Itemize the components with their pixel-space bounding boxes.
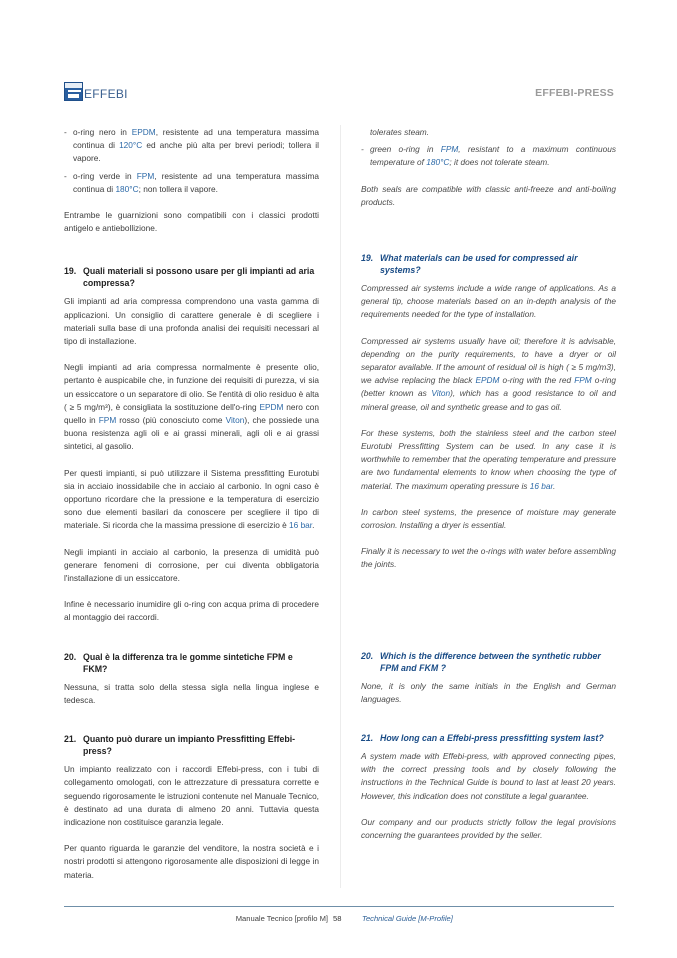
bullet-fpm-en: - green o-ring in FPM, resistant to a maximum continuous temperature of 180°C; it does not tolerate steam. [361, 144, 617, 168]
q19-en-paragraph-3: For these systems, both the stainless steel and the carbon steel Eurotubi Pressfitting System can be used. In any case it is worthwhile to remember that the operating temperature and pressure are two fundamental elements to know when choosing the type of material. The maximum operating pressure is 16 bar. [361, 427, 616, 491]
bullet-fpm: - o-ring verde in FPM, resistente ad una temperatura massima continua di 180°C; non tollera il vapore. [64, 170, 319, 194]
q19-en-paragraph-2: Compressed air systems usually have oil; therefore it is advisable, depending on the purity requirements, to have a dryer or oil separator available. If the amount of residual oil is high ( ≥ 5 mg/m3), we advise replacing the black EPDM o-ring with the red FPM o-ring (better known as Viton), which has a good resistance to oil and mineral grease, oil and synthetic grease and to gas oil. [361, 335, 616, 412]
column-divider [340, 125, 341, 888]
compat-paragraph-en: Both seals are compatible with classic anti-freeze and anti-boiling products. [361, 183, 616, 207]
footer-title-it: Manuale Tecnico [profilo M] [235, 914, 328, 923]
footer-rule [64, 906, 614, 907]
q19-paragraph-2: Negli impianti ad aria compressa normalmente è presente olio, pertanto è auspicabile che, in funzione dei requisiti di purezza, vi sia un essiccatore o un separatore di olio. Se l'entità di olio residuo è alta ( ≥ 5 mg/m³), è consigliata la sostituzione dell'o-ring EPDM nero con quello in FPM rosso (più conosciuto come Viton), che possiede una buona resistenza agli oli e ai grassi minerali, agli oli e ai grassi sintetici, al gasolio. [64, 362, 319, 452]
brand-title: EFFEBI-PRESS [535, 87, 614, 99]
effebi-logo [64, 81, 128, 101]
effebi-logo-icon [64, 82, 83, 101]
q20-paragraph-1: Nessuna, si tratta solo della stessa sigla nella lingua inglese e tedesca. [64, 681, 319, 705]
question-20-heading: 20. Qual è la differenza tra le gomme sintetiche FPM e FKM? [64, 651, 293, 674]
highlight-fpm: FPM [136, 170, 155, 181]
q19-paragraph-5: Infine è necessario inumidire gli o-ring con acqua prima di procedere al montaggio dei raccordi. [64, 599, 319, 623]
page-number: 58 [333, 914, 342, 923]
q19-paragraph-3: Per questi impianti, si può utilizzare il Sistema pressfitting Eurotubi sia in acciaio inossidabile che in acciaio al carbonio. In ogni caso è opportuno ricordare che la pressione e la temperatura di esercizio sono due elementi basilari da conoscere per scegliere il tipo di materiale. Si ricorda che la massima pressione di esercizio è 16 bar. [64, 467, 319, 531]
q20-en-paragraph-1: None, it is only the same initials in the English and German languages. [361, 680, 616, 704]
question-21-heading-en: 21. How long can a Effebi-press pressfitting system last? [361, 733, 604, 744]
highlight-epdm: EPDM [131, 127, 156, 137]
q19-en-paragraph-1: Compressed air systems include a wide range of applications. As a general tip, choose materials based on an in-depth analysis of the requirements needed for the type of installation. [361, 283, 616, 320]
q21-en-paragraph-2: Our company and our products strictly follow the legal provisions concerning the guarantees provided by the seller. [361, 816, 616, 841]
q19-paragraph-1: Gli impianti ad aria compressa comprendono una vasta gamma di applicazioni. Un consiglio di carattere generale è di scegliere i materiali sulla base di una profonda analisi dei requisiti necessari al tipo di installazione. [64, 296, 319, 347]
page-header [64, 81, 614, 103]
footer-title-en: Technical Guide [M-Profile] [362, 914, 453, 923]
q19-paragraph-4: Negli impianti in acciaio al carbonio, la presenza di umidità può generare fenomeni di corrosione, per cui diventa obbligatoria l'installazione di un essiccatore. [64, 546, 319, 584]
bullet-epdm: - o-ring nero in EPDM, resistente ad una temperatura massima continua di 120°C ed anche più alta per brevi periodi; tollera il vapore. [64, 127, 319, 164]
logo-text: EFFEBI [84, 87, 128, 101]
question-21-heading: 21. Quanto può durare un impianto Pressfitting Effebi-press? [64, 734, 296, 757]
q21-en-paragraph-1: A system made with Effebi-press, with approved connecting pipes, with the correct pressing tools and by closely following the instructions in the Technical Guide is bound to last at least 20 years. However, this indication does not constitute a legal guarantee. [361, 751, 616, 801]
english-column [361, 126, 616, 842]
question-20-heading-en: 20. Which is the difference between the synthetic rubber FPM and FKM ? [361, 650, 601, 673]
q19-en-paragraph-4: In carbon steel systems, the presence of moisture may generate corrosion. Installing a dryer is essential. [361, 506, 616, 531]
bullet-continuation: tolerates steam. [370, 127, 430, 137]
q19-en-paragraph-5: Finally it is necessary to wet the o-rings with water before assembling the joints. [361, 546, 616, 570]
q21-paragraph-1: Un impianto realizzato con i raccordi Effebi-press, con i tubi di collegamento omologati, con le attrezzature di pressatura corrette e seguendo rigorosamente le istruzioni contenute nel Manuale Tecnico, è destinato ad una durata di almeno 20 anni. Tuttavia questa indicazione non costituisce garanzia legale. [64, 764, 319, 827]
q21-paragraph-2: Per quanto riguarda le garanzie del venditore, la nostra società e i nostri prodotti si attengono rigorosamente alle disposizioni di legge in materia. [64, 843, 319, 880]
italian-column [64, 126, 319, 882]
question-19-heading-en: 19. What materials can be used for compressed air systems? [361, 253, 578, 276]
compat-paragraph: Entrambe le guarnizioni sono compatibili con i classici prodotti antigelo e antiebollizione. [64, 210, 319, 234]
question-19-heading: 19. Quali materiali si possono usare per gli impianti ad aria compressa? [64, 266, 315, 289]
